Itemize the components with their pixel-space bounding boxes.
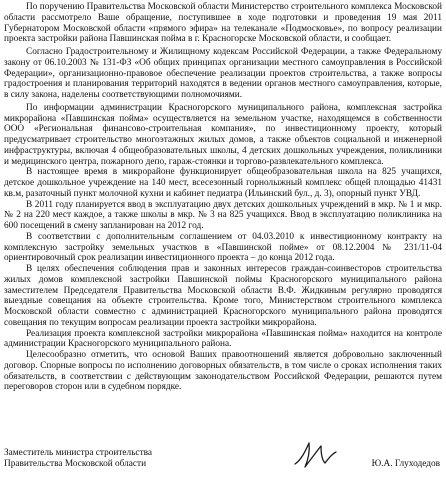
- signatory-name: Ю.А. Глуходедов: [371, 459, 440, 469]
- signatory-title-line-2: Правительства Московской области: [4, 459, 147, 469]
- signatory-title-line-1: Заместитель министра строительства: [4, 448, 153, 458]
- letter-body: [4, 2, 442, 393]
- paragraph-2011-plans: В 2011 году планируется ввод в эксплуатацию двух детских дошкольных учреждений в мкр. № 1 и мкр. № 2 на 220 мест каждое, а также школы в мкр. № 3 на 825 учащихся. Ввод в эксплуатацию поликлиника на 600 посещений в смену запланирован на 2012 год.: [4, 199, 442, 231]
- paragraph-meetings: В целях обеспечения соблюдения прав и законных интересов граждан-соинвесторов строительства жилых домов комплексной застройки Павшинской поймы Красногорского муниципального района заместителем Председателя Правительства Московской области В.Ф. Жидкиным регулярно проводятся выездные совещания на объекте строительства. Кроме того, Министерством строительного комплекса Московской области совместно с администрацией Красногорского муниципального района проводятся совещания по текущим вопросам реализации проекта застройки микрорайона.: [4, 264, 442, 328]
- signatory-title: [4, 448, 152, 470]
- paragraph-legal-basis: Согласно Градостроительному и Жилищному кодексам Российской Федерации, а также Федеральному закону от 06.10.2003 № 131-ФЗ «Об общих принципах организации местного самоуправления в Российской Федерации», организационно-правовое обеспечение реализации проектов строительства, а также вопросы градостроения и планирования территорий находятся в ведении органов местного самоуправления, которые, в силу закона, наделены соответствующими полномочиями.: [4, 47, 442, 100]
- paragraph-contract: Целесообразно отметить, что основой Ваших правоотношений является добровольно заключенный договор. Спорные вопросы по исполнению договорных обязательств, в том числе о сроках исполнения таких обязательств, в соответствии с действующим законодательством Российской Федерации, решаются путем переговоров сторон или в судебном порядке.: [4, 350, 442, 393]
- paragraph-intro: По поручению Правительства Московской области Министерство строительного комплекса Московской области рассмотрело Ваше обращение, поступившее в ходе подготовки и проведения 19 мая 2011 Губернатором Московской области «прямого эфира» на телеканале «Подмосковье», по вопросу реализации проекта застройки района Павшинская пойма в г. Красногорске Московской области, и сообщает.: [4, 2, 442, 45]
- handwritten-signature-icon: [292, 438, 338, 472]
- paragraph-control: Реализация проекта комплексной застройки микрорайона «Павшинская пойма» находится на контроле администрации Красногорского муниципального района.: [4, 328, 442, 350]
- paragraph-current-status: В настоящее время в микрорайоне функционирует общеобразовательная школа на 825 учащихся, детское дошкольное учреждение на 140 мест, всесезонный горнолыжный комплекс общей площадью 41431 кв.м, разаточный пункт молочной кухни и кабинет педиатра (Ильинский бул., д. 3), опорный пункт УВД.: [4, 167, 442, 199]
- paragraph-project-info: По информации администрации Красногорского муниципального района, комплексная застройка микрорайона «Павшинская пойма» осуществляется на земельном участке, находящемся в собственности ООО «Региональная финансово-строительная компания», по инвестиционному проекту, который предусматривает строительство многоэтажных жилых домов, а также объектов социальной и инженерной инфраструктуры, включая 4 общеобразовательных школы, 4 детских дошкольных учреждения, поликлиники и медицинского центра, пожарного депо, гараж-стоянки и торгово-развлекательного комплекса.: [4, 102, 442, 167]
- paragraph-deadline: В соответствии с дополнительным соглашением от 04.03.2010 к инвестиционному контракту на комплексную застройку земельных участков в «Павшинской пойме» от 08.12.2004 № 231/11-04 ориентировочный срок реализации инвестиционного проекта – до конца 2012 года.: [4, 231, 442, 264]
